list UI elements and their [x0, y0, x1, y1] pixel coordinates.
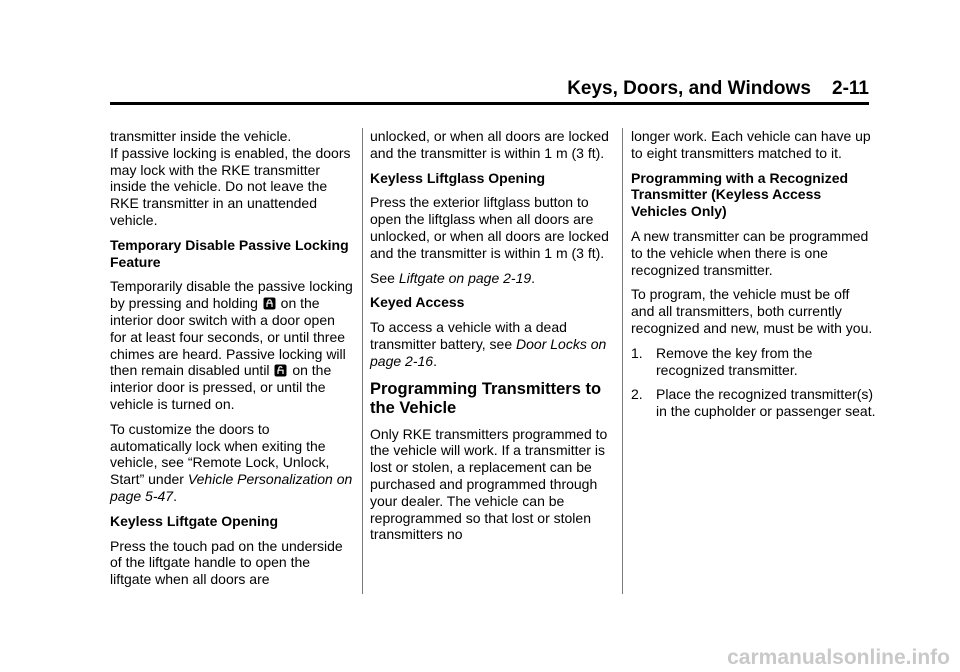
paragraph: To access a vehicle with a dead transmitter battery, see Door Locks on page 2-16.	[370, 319, 607, 369]
cross-reference: Vehicle Personalization on page 5-47	[110, 471, 353, 504]
page-number: 2-11	[832, 78, 869, 99]
paragraph: Press the exterior liftglass button to open the liftglass when all doors are unlocked, or when all doors are locked and the transmitter is within 1 m (3 ft).	[370, 194, 609, 261]
column-3	[631, 128, 876, 428]
paragraph: transmitter inside the vehicle.	[110, 128, 292, 144]
paragraph: To customize the doors to automatically lock when exiting the vehicle, see “Remote Lock, Unlock, Start” under Vehicle Personalization on page 5-47.	[110, 420, 353, 504]
paragraph: Temporarily disable the passive locking by pressing and holding on the interior door switch with a door open for at least four seconds, or until three chimes are heard. Passive locking will then remain disabled until on the interior door is pressed, or until the vehicle is turned on.	[110, 278, 353, 412]
paragraph: See Liftgate on page 2-19.	[370, 269, 536, 286]
major-heading: Programming Transmitters to the Vehicle	[370, 379, 602, 417]
paragraph: Press the touch pad on the underside of the liftgate handle to open the liftgate when all doors are	[110, 537, 343, 588]
section-heading: Programming with a Recognized Transmitter (Keyless Access Vehicles Only)	[631, 169, 849, 220]
section-heading: Keyless Liftgate Opening	[110, 512, 279, 529]
list-item: 2. Place the recognized transmitter(s) in the cupholder or passenger seat.	[631, 386, 876, 420]
section-title: Keys, Doors, and Windows	[567, 78, 811, 99]
column-2	[370, 128, 615, 551]
paragraph: A new transmitter can be programmed to the vehicle when there is one recognized transmitter.	[631, 227, 869, 278]
unlock-icon	[274, 364, 287, 377]
header-title	[567, 78, 869, 100]
paragraph: To program, the vehicle must be off and all transmitters, both currently recognized and new, must be with you.	[631, 286, 873, 336]
list-item: 1. Remove the key from the recognized transmitter.	[631, 344, 813, 378]
column-divider-2	[622, 128, 623, 594]
section-heading: Keyless Liftglass Opening	[370, 169, 546, 186]
paragraph: longer work. Each vehicle can have up to eight transmitters matched to it.	[631, 128, 871, 161]
page-header	[110, 78, 869, 105]
section-heading: Temporary Disable Passive Locking Feature	[110, 236, 349, 270]
cross-reference: Door Locks on page 2-16	[370, 335, 607, 369]
lock-icon	[263, 297, 276, 310]
paragraph: unlocked, or when all doors are locked and the transmitter is within 1 m (3 ft).	[370, 128, 609, 161]
paragraph: If passive locking is enabled, the doors may lock with the RKE transmitter inside the vehicle. Do not leave the RKE transmitter in an unattended vehicle.	[110, 144, 351, 228]
paragraph: Only RKE transmitters programmed to the vehicle will work. If a transmitter is lost or stolen, a replacement can be purchased and programmed through your dealer. The vehicle can be reprogrammed so that lost or stolen transmitters no	[370, 425, 608, 543]
watermark: carmanualsonline.info	[727, 646, 950, 669]
cross-reference: Liftgate on page 2-19	[398, 269, 532, 286]
column-1	[110, 128, 355, 596]
column-divider-1	[362, 128, 363, 594]
step-list	[631, 345, 876, 420]
section-heading: Keyed Access	[370, 294, 465, 311]
